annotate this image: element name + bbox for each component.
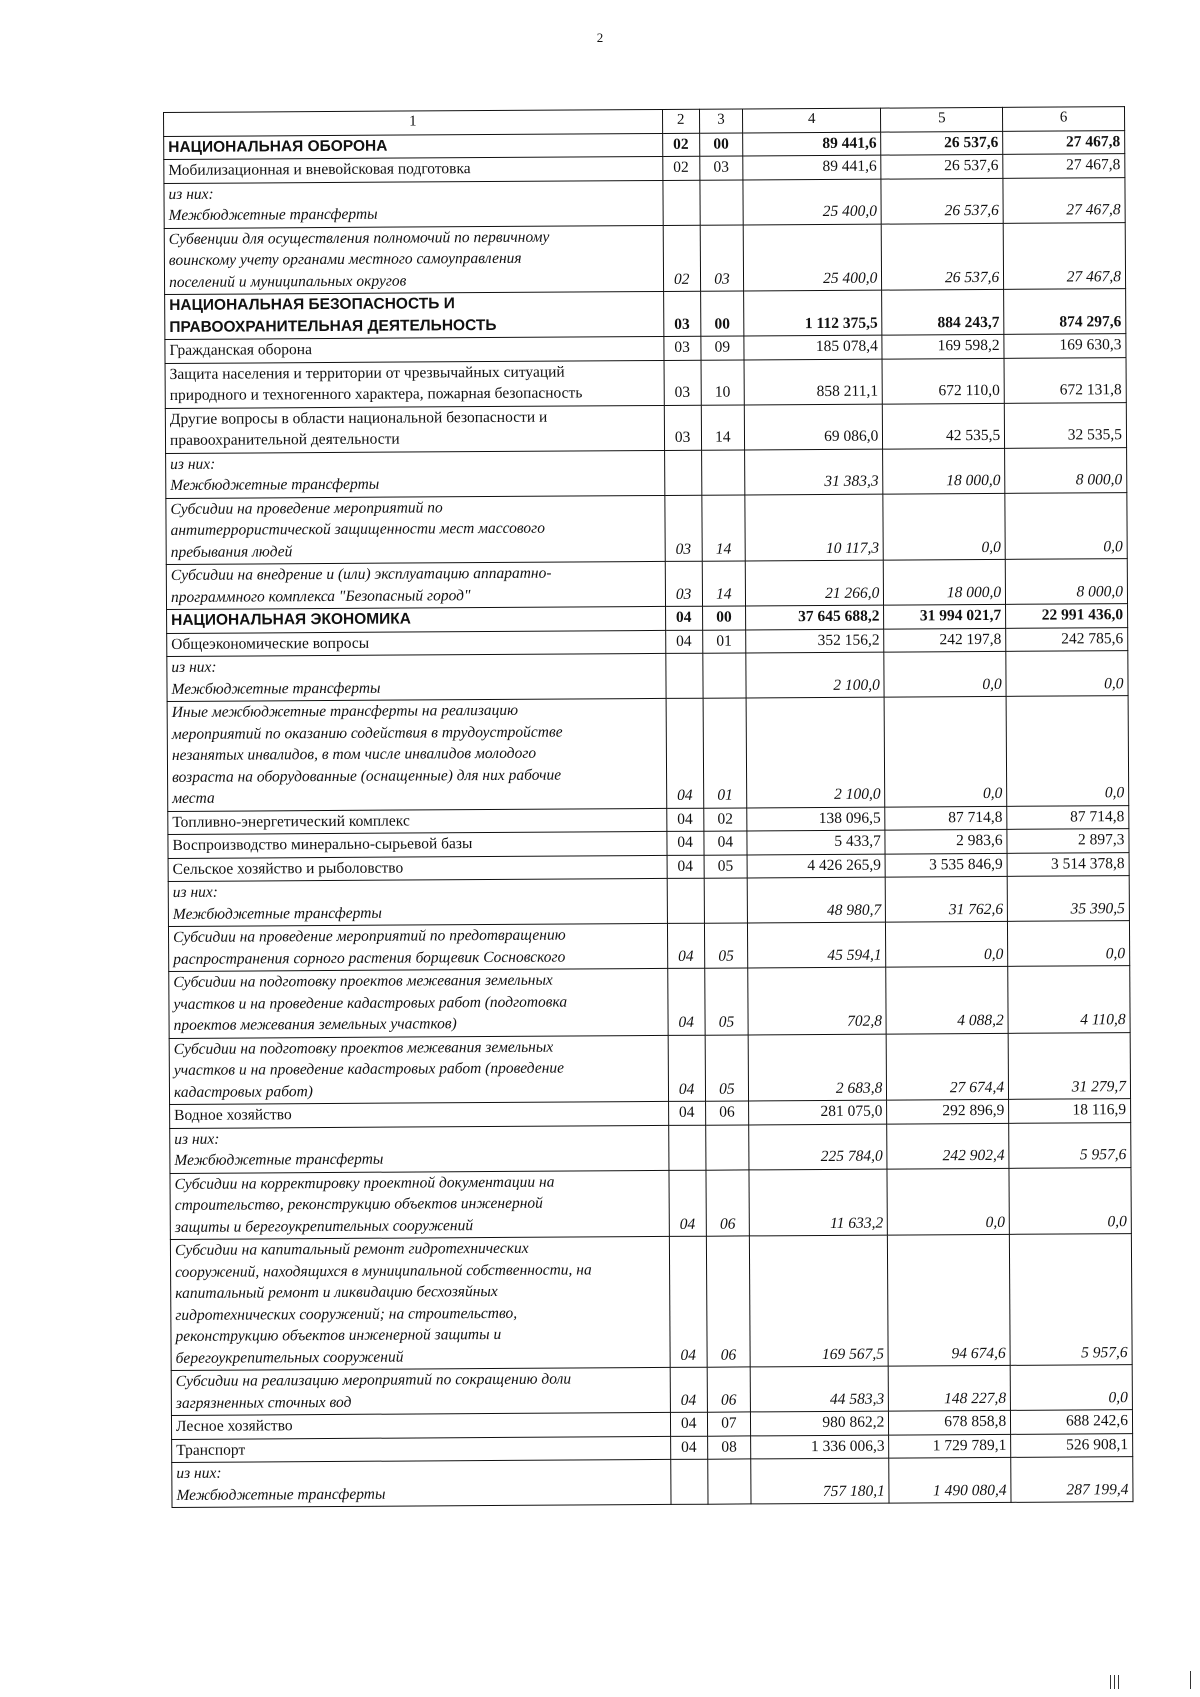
table-row	[166, 492, 1127, 564]
value-col-4-cell: 4 426 265,9	[747, 854, 885, 878]
value-col-6-cell: 688 242,6	[1011, 1410, 1133, 1434]
value-col-4-cell: 31 383,3	[745, 449, 884, 495]
section-code-cell: 04	[670, 1367, 707, 1412]
row-name-line: кадастровых работ)	[173, 1082, 314, 1101]
section-code-cell	[668, 1125, 705, 1170]
value-col-6-cell: 5 957,6	[1010, 1234, 1133, 1366]
header-col-5: 5	[881, 107, 1003, 131]
row-name-cell	[171, 1367, 670, 1415]
subsection-code-cell: 01	[702, 629, 745, 653]
value-col-5-cell: 26 537,6	[882, 223, 1004, 290]
row-name-line: из них:	[170, 455, 216, 473]
row-name-line: сооружений, находящихся в муниципальной собственности, на	[175, 1260, 592, 1281]
section-code-cell: 03	[663, 291, 700, 336]
value-col-5-cell: 0,0	[886, 921, 1008, 967]
row-name-line: Межбюджетные трансферты	[172, 904, 382, 923]
value-col-4-cell: 45 594,1	[748, 922, 887, 968]
row-name-cell	[168, 831, 667, 858]
section-code-cell: 02	[662, 156, 699, 180]
page-number: 2	[596, 30, 604, 45]
table-row	[170, 1167, 1131, 1239]
row-name-line: Топливно-энергетический комплекс	[172, 812, 410, 831]
row-name-line: Субсидии на внедрение и (или) эксплуатацию аппаратно-	[170, 564, 552, 584]
value-col-6-cell: 0,0	[1008, 921, 1130, 967]
value-col-4-cell: 10 117,3	[745, 494, 884, 561]
section-row	[165, 289, 1126, 340]
value-col-4-cell: 37 645 688,2	[746, 605, 884, 629]
value-col-6-cell: 287 199,4	[1011, 1457, 1133, 1503]
subsection-code-cell: 05	[704, 854, 747, 878]
row-name-line: строительство, реконструкцию объектов инженерной	[174, 1194, 543, 1214]
subsection-code-cell	[704, 878, 748, 923]
table-row	[169, 1032, 1130, 1104]
section-code-cell	[664, 450, 701, 495]
row-name-cell	[168, 878, 667, 926]
value-col-6-cell: 0,0	[1006, 651, 1128, 697]
value-col-6-cell: 27 467,8	[1003, 130, 1125, 154]
table-row	[168, 876, 1129, 927]
subsection-code-cell: 06	[706, 1169, 750, 1236]
value-col-6-cell: 2 897,3	[1007, 829, 1129, 853]
value-col-5-cell: 884 243,7	[882, 289, 1004, 335]
row-name-cell	[166, 495, 665, 565]
value-col-5-cell: 87 714,8	[885, 806, 1007, 830]
row-name-cell	[170, 1170, 669, 1240]
value-col-5-cell: 1 729 789,1	[889, 1434, 1011, 1458]
row-name-line: НАЦИОНАЛЬНАЯ БЕЗОПАСНОСТЬ И	[169, 295, 455, 314]
table-row	[171, 1365, 1132, 1416]
value-col-6-cell: 242 785,6	[1006, 627, 1128, 651]
row-name-line: Другие вопросы в области национальной безопасности и	[169, 408, 548, 428]
value-col-6-cell: 27 467,8	[1003, 222, 1125, 289]
value-col-6-cell: 27 467,8	[1003, 154, 1125, 178]
value-col-4-cell: 281 075,0	[749, 1100, 887, 1124]
row-name-line: Гражданская оборона	[169, 341, 313, 359]
row-name-line: Сельское хозяйство и рыболовство	[172, 859, 404, 878]
value-col-4-cell: 1 336 006,3	[751, 1435, 889, 1459]
value-col-4-cell: 25 400,0	[743, 179, 882, 225]
row-name-cell	[165, 360, 664, 408]
section-code-cell	[667, 878, 704, 923]
section-code-cell: 04	[670, 1412, 707, 1436]
subsection-code-cell	[700, 179, 744, 224]
row-name-line: проектов межевания земельных участков)	[173, 1015, 457, 1034]
table-row	[169, 966, 1130, 1038]
row-name-line: правоохранительной деятельности	[169, 430, 400, 449]
row-name-cell	[165, 336, 664, 363]
row-name-cell	[167, 698, 666, 811]
value-col-4-cell: 138 096,5	[747, 807, 885, 831]
header-col-4: 4	[743, 108, 881, 132]
value-col-4-cell: 69 086,0	[744, 404, 883, 450]
value-col-4-cell: 89 441,6	[743, 155, 881, 179]
section-code-cell: 04	[665, 630, 702, 654]
row-name-line: Лесное хозяйство	[175, 1417, 293, 1435]
row-name-line: Межбюджетные трансферты	[171, 679, 381, 698]
row-name-line: Субсидии на проведение мероприятий по предотвращению	[172, 926, 566, 946]
value-col-5-cell: 18 000,0	[884, 559, 1006, 605]
section-code-cell: 02	[662, 133, 699, 157]
row-name-line: Межбюджетные трансферты	[174, 1150, 384, 1169]
row-name-line: Защита населения и территории от чрезвычайных ситуаций	[169, 363, 565, 383]
row-name-line: НАЦИОНАЛЬНАЯ ОБОРОНА	[168, 137, 388, 156]
row-name-line: природного и техногенного характера, пожарная безопасность	[169, 384, 583, 404]
subsection-code-cell: 05	[704, 968, 748, 1035]
value-col-5-cell: 148 227,8	[889, 1365, 1011, 1411]
row-name-line: Межбюджетные трансферты	[168, 205, 378, 224]
row-name-cell	[167, 630, 666, 657]
row-name-line: Субсидии на подготовку проектов межевания земельных	[173, 1038, 554, 1058]
subsection-code-cell: 07	[707, 1412, 750, 1436]
row-name-line: загрязненных сточных вод	[175, 1393, 352, 1412]
value-col-6-cell: 4 110,8	[1008, 966, 1130, 1033]
value-col-4-cell: 352 156,2	[746, 629, 884, 653]
value-col-4-cell: 980 862,2	[751, 1411, 889, 1435]
table-row	[164, 222, 1125, 294]
row-name-line: программного комплекса "Безопасный город"	[170, 586, 471, 606]
value-col-6-cell: 169 630,3	[1004, 334, 1126, 358]
value-col-4-cell: 702,8	[748, 967, 887, 1034]
row-name-line: реконструкцию объектов инженерной защиты и	[175, 1325, 502, 1345]
row-name-line: участков и на проведение кадастровых работ (проведение	[173, 1059, 565, 1079]
subsection-code-cell: 01	[703, 698, 747, 808]
value-col-5-cell: 27 674,4	[887, 1033, 1009, 1100]
row-name-cell	[170, 1101, 669, 1128]
table-row	[172, 1457, 1133, 1508]
table-row	[167, 651, 1128, 702]
table-row	[165, 357, 1126, 408]
row-name-cell	[167, 606, 666, 633]
section-code-cell: 04	[666, 831, 703, 855]
subsection-code-cell: 05	[705, 1034, 749, 1101]
value-col-5-cell: 42 535,5	[883, 403, 1005, 449]
row-name-line: НАЦИОНАЛЬНАЯ ЭКОНОМИКА	[171, 610, 411, 629]
value-col-4-cell: 11 633,2	[749, 1169, 888, 1236]
section-code-cell: 04	[667, 855, 704, 879]
subsection-code-cell: 14	[702, 561, 746, 606]
value-col-5-cell: 3 535 846,9	[885, 853, 1007, 877]
subsection-code-cell	[701, 449, 745, 494]
table-row	[166, 559, 1127, 610]
section-code-cell: 04	[667, 923, 704, 968]
row-name-line: Субсидии на проведение мероприятий по	[170, 498, 443, 518]
row-name-line: из них:	[168, 185, 214, 203]
row-name-line: защиты и берегоукрепительных сооружений	[174, 1216, 474, 1236]
row-name-line: воинскому учету органами местного самоуправления	[168, 249, 522, 269]
subsection-code-cell: 06	[706, 1236, 750, 1367]
section-code-cell: 04	[666, 698, 704, 808]
value-col-6-cell: 27 467,8	[1003, 177, 1125, 223]
row-name-cell	[167, 653, 666, 701]
row-name-cell	[171, 1412, 670, 1439]
section-code-cell: 04	[665, 606, 702, 630]
header-col-6: 6	[1003, 107, 1125, 131]
subsection-code-cell	[705, 1124, 749, 1169]
row-name-cell	[165, 405, 664, 453]
section-code-cell: 03	[664, 360, 701, 405]
row-name-cell	[170, 1236, 669, 1370]
value-col-6-cell: 874 297,6	[1004, 289, 1126, 335]
value-col-5-cell: 0,0	[884, 651, 1006, 697]
row-name-line: Субсидии на реализацию мероприятий по сокращению доли	[175, 1370, 572, 1390]
row-name-line: капитальный ремонт и ликвидацию бесхозяйных	[175, 1282, 498, 1302]
row-name-cell	[169, 1035, 668, 1105]
row-name-line: Межбюджетные трансферты	[170, 475, 380, 494]
section-code-cell: 03	[663, 336, 700, 360]
header-col-3: 3	[699, 109, 742, 133]
value-col-5-cell: 0,0	[884, 696, 1006, 806]
value-col-4-cell: 5 433,7	[747, 830, 885, 854]
row-name-line: Транспорт	[176, 1441, 246, 1459]
subsection-code-cell: 00	[700, 291, 744, 336]
row-name-cell	[168, 855, 667, 882]
value-col-6-cell: 32 535,5	[1004, 402, 1126, 448]
table-row	[165, 402, 1126, 453]
row-name-line: из них:	[174, 1130, 220, 1148]
table-row	[166, 447, 1127, 498]
value-col-4-cell: 858 211,1	[744, 359, 883, 405]
value-col-6-cell: 672 131,8	[1004, 357, 1126, 403]
value-col-6-cell: 87 714,8	[1007, 805, 1129, 829]
section-code-cell: 04	[668, 1035, 706, 1102]
value-col-6-cell: 3 514 378,8	[1007, 852, 1129, 876]
value-col-5-cell: 292 896,9	[887, 1099, 1009, 1123]
row-name-line: берегоукрепительных сооружений	[175, 1348, 404, 1367]
subsection-code-cell: 14	[702, 494, 746, 561]
section-code-cell: 04	[669, 1170, 707, 1237]
value-col-5-cell: 31 994 021,7	[884, 604, 1006, 628]
section-code-cell: 04	[667, 968, 705, 1035]
row-name-line: возраста на оборудованные (оснащенные) для них рабочие	[172, 766, 562, 786]
value-col-5-cell: 1 490 080,4	[889, 1457, 1011, 1503]
subsection-code-cell: 08	[707, 1435, 750, 1459]
value-col-5-cell: 678 858,8	[889, 1410, 1011, 1434]
value-col-6-cell: 18 116,9	[1009, 1099, 1131, 1123]
row-name-line: участков и на проведение кадастровых работ (подготовка	[173, 993, 568, 1013]
section-code-cell	[670, 1459, 707, 1504]
row-name-line: гидротехнических сооружений; на строительство,	[175, 1304, 518, 1324]
section-code-cell: 02	[663, 225, 701, 292]
row-name-line: из них:	[176, 1464, 222, 1482]
subsection-code-cell	[703, 653, 747, 698]
subsection-code-cell: 02	[703, 807, 746, 831]
row-name-cell	[170, 1125, 669, 1173]
value-col-5-cell: 26 537,6	[881, 154, 1003, 178]
value-col-4-cell: 225 784,0	[749, 1124, 888, 1170]
section-code-cell: 04	[670, 1436, 707, 1460]
row-name-cell	[164, 133, 663, 160]
section-code-cell: 03	[665, 561, 702, 606]
value-col-4-cell: 89 441,6	[743, 132, 881, 156]
subsection-code-cell: 04	[704, 831, 747, 855]
value-col-6-cell: 8 000,0	[1005, 447, 1127, 493]
row-name-cell	[166, 450, 665, 498]
subsection-code-cell: 09	[701, 336, 744, 360]
row-name-line: Субсидии на подготовку проектов межевания земельных	[173, 971, 553, 991]
row-name-cell	[165, 291, 664, 339]
row-name-cell	[172, 1436, 671, 1463]
row-name-line: незанятых инвалидов, в том числе инвалидов молодого	[171, 744, 537, 764]
subsection-code-cell: 00	[702, 606, 745, 630]
row-name-line: из них:	[172, 883, 218, 901]
row-name-cell	[164, 225, 663, 295]
value-col-5-cell: 94 674,6	[888, 1234, 1011, 1366]
section-code-cell: 04	[669, 1236, 707, 1367]
row-name-line: Субсидии на корректировку проектной документации на	[174, 1173, 555, 1193]
row-name-cell	[164, 180, 663, 228]
row-name-cell	[168, 808, 667, 835]
row-name-line: антитеррористической защищенности мест массового	[170, 519, 546, 539]
section-code-cell: 04	[666, 808, 703, 832]
section-code-cell	[665, 653, 702, 698]
row-name-cell	[166, 561, 665, 609]
value-col-6-cell: 35 390,5	[1007, 876, 1129, 922]
subsection-code-cell: 03	[699, 156, 742, 180]
subsection-code-cell: 03	[700, 224, 744, 291]
value-col-6-cell: 0,0	[1005, 492, 1127, 559]
row-name-line: Водное хозяйство	[174, 1106, 292, 1124]
section-code-cell: 04	[668, 1101, 705, 1125]
table-row	[164, 177, 1125, 228]
value-col-5-cell: 26 537,6	[881, 131, 1003, 155]
value-col-4-cell: 757 180,1	[751, 1458, 890, 1504]
row-name-cell	[172, 1459, 671, 1507]
value-col-6-cell: 0,0	[1006, 696, 1128, 806]
row-name-line: Субсидии на капитальный ремонт гидротехнических	[174, 1239, 529, 1259]
value-col-4-cell: 2 100,0	[746, 652, 885, 698]
value-col-5-cell: 169 598,2	[882, 334, 1004, 358]
value-col-4-cell: 44 583,3	[750, 1366, 889, 1412]
section-code-cell: 03	[664, 495, 702, 562]
value-col-6-cell: 31 279,7	[1008, 1032, 1130, 1099]
table-body	[164, 107, 1134, 1508]
value-col-6-cell: 0,0	[1010, 1365, 1132, 1411]
value-col-4-cell: 2 683,8	[748, 1034, 887, 1101]
value-col-5-cell: 2 983,6	[885, 829, 1007, 853]
row-name-line: Субвенции для осуществления полномочий по первичному	[168, 228, 550, 248]
value-col-6-cell: 526 908,1	[1011, 1433, 1133, 1457]
value-col-4-cell: 48 980,7	[747, 877, 886, 923]
subsection-code-cell: 06	[705, 1101, 748, 1125]
row-name-line: Иные межбюджетные трансферты на реализацию	[171, 701, 519, 721]
value-col-5-cell: 672 110,0	[882, 358, 1004, 404]
row-name-cell	[164, 156, 663, 183]
value-col-5-cell: 0,0	[887, 1168, 1009, 1235]
table-row	[170, 1122, 1131, 1173]
value-col-4-cell: 185 078,4	[744, 335, 882, 359]
value-col-5-cell: 31 762,6	[886, 876, 1008, 922]
row-name-line: Воспроизводство минерально-сырьевой базы	[172, 835, 473, 854]
row-name-line: из них:	[171, 658, 217, 676]
table-row	[168, 921, 1129, 972]
subsection-code-cell: 05	[704, 923, 748, 968]
section-code-cell: 03	[664, 405, 701, 450]
scan-edge-marks	[1080, 1667, 1200, 1697]
value-col-6-cell: 0,0	[1009, 1167, 1131, 1234]
row-name-line: места	[172, 789, 215, 807]
subsection-code-cell: 14	[701, 404, 745, 449]
value-col-5-cell: 26 537,6	[881, 178, 1003, 224]
row-name-line: Мобилизационная и вневойсковая подготовка	[168, 160, 471, 179]
value-col-5-cell: 242 902,4	[887, 1123, 1009, 1169]
row-name-cell	[169, 968, 668, 1038]
subsection-code-cell: 10	[701, 359, 745, 404]
value-col-5-cell: 0,0	[883, 493, 1005, 560]
value-col-6-cell: 8 000,0	[1005, 559, 1127, 605]
value-col-4-cell: 169 567,5	[749, 1235, 888, 1367]
row-name-line: мероприятий по оказанию содействия в трудоустройстве	[171, 723, 563, 743]
subsection-code-cell: 06	[707, 1367, 751, 1412]
header-col-2: 2	[662, 109, 699, 133]
table-row	[170, 1234, 1132, 1371]
section-code-cell	[662, 180, 699, 225]
budget-table	[163, 106, 1134, 1508]
value-col-5-cell: 4 088,2	[886, 966, 1008, 1033]
subsection-code-cell	[707, 1459, 751, 1504]
subsection-code-cell: 00	[699, 132, 742, 156]
row-name-line: распространения сорного растения борщевик Сосновского	[173, 948, 566, 968]
value-col-6-cell: 22 991 436,0	[1006, 604, 1128, 628]
value-col-4-cell: 1 112 375,5	[744, 290, 883, 336]
value-col-5-cell: 242 197,8	[884, 628, 1006, 652]
row-name-line: ПРАВООХРАНИТЕЛЬНАЯ ДЕЯТЕЛЬНОСТЬ	[169, 316, 497, 336]
row-name-line: поселений и муниципальных округов	[168, 272, 407, 291]
value-col-6-cell: 5 957,6	[1009, 1122, 1131, 1168]
row-name-line: Общеэкономические вопросы	[171, 634, 370, 653]
value-col-4-cell: 25 400,0	[743, 224, 882, 291]
row-name-line: пребывания людей	[170, 542, 293, 561]
row-name-line: Межбюджетные трансферты	[176, 1485, 386, 1504]
value-col-4-cell: 21 266,0	[745, 560, 884, 606]
row-name-cell	[168, 923, 667, 971]
header-col-1: 1	[164, 109, 663, 136]
value-col-4-cell: 2 100,0	[746, 697, 885, 807]
table-row	[167, 696, 1129, 811]
value-col-5-cell: 18 000,0	[883, 448, 1005, 494]
